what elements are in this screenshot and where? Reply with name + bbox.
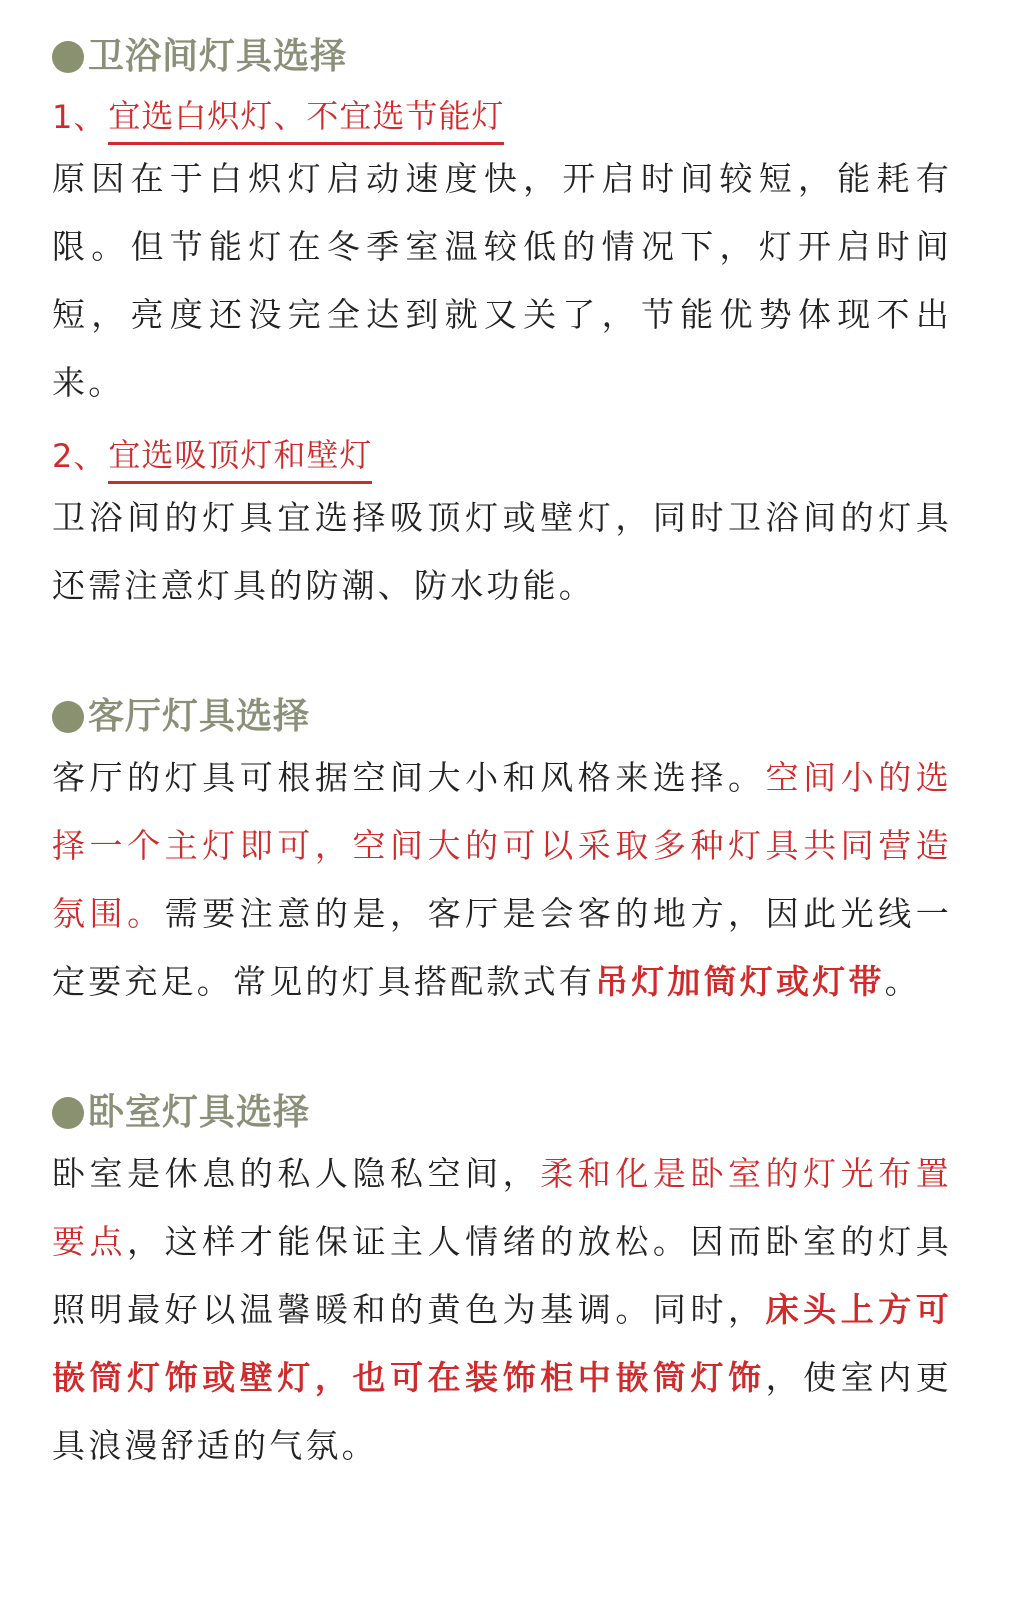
highlight-red-text: 空间小的选择一个主灯即可，空间大的可以采取多种灯具共同营造氛围。 xyxy=(52,758,953,933)
text-run: ，这样才能保证主人情绪的放松。因而卧室的灯具照明最好以温馨暖和的黄色为基调。同时， xyxy=(52,1222,953,1329)
text-run: 。 xyxy=(884,962,921,1001)
section-heading-text: 卫浴间灯具选择 xyxy=(88,36,348,77)
text-run: 卧室是休息的私人隐私空间， xyxy=(52,1154,541,1193)
section-heading-bathroom xyxy=(52,30,952,84)
text-run: 需要注意的是，客厅是会客的地方，因此光线一定要充足。常见的灯具搭配款式有 xyxy=(52,894,952,1001)
text-run: ，使室内更具浪漫舒适的气氛。 xyxy=(52,1358,953,1465)
subheading-ceiling-wall-lamp xyxy=(52,431,952,484)
text-run: 客厅的灯具可根据空间大小和风格来选择。 xyxy=(52,758,766,797)
highlight-red-bold-text: 床头上方可嵌筒灯饰或壁灯，也可在装饰柜中嵌筒灯饰 xyxy=(52,1290,953,1397)
article xyxy=(52,30,952,1480)
paragraph-incandescent: 原因在于白炽灯启动速度快，开启时间较短，能耗有限。但节能灯在冬季室温较低的情况下，灯开启时间短，亮度还没完全达到就又关了，节能优势体现不出来。 xyxy=(52,159,952,402)
subheading-title: 宜选吸顶灯和壁灯 xyxy=(108,431,372,484)
subheading-number: 1、 xyxy=(52,98,107,136)
section-heading-text: 卧室灯具选择 xyxy=(88,1092,311,1133)
subheading-number: 2、 xyxy=(52,437,107,475)
section-heading-living-room xyxy=(52,690,952,744)
subheading-incandescent xyxy=(52,92,952,145)
paragraph-ceiling-wall-lamp: 卫浴间的灯具宜选择吸顶灯或壁灯，同时卫浴间的灯具还需注意灯具的防潮、防水功能。 xyxy=(52,498,952,605)
bullet-dot-icon xyxy=(52,1097,84,1129)
bullet-dot-icon xyxy=(52,41,84,73)
highlight-red-text: 柔和化是卧室的灯光布置要点 xyxy=(52,1154,952,1261)
section-heading-text: 客厅灯具选择 xyxy=(88,696,311,737)
section-heading-bedroom xyxy=(52,1086,952,1140)
paragraph-living-room xyxy=(52,744,952,1016)
highlight-red-bold-text: 吊灯加筒灯或灯带 xyxy=(595,962,885,1001)
bullet-dot-icon xyxy=(52,701,84,733)
subheading-title: 宜选白炽灯、不宜选节能灯 xyxy=(108,92,504,145)
paragraph-bedroom xyxy=(52,1140,952,1480)
